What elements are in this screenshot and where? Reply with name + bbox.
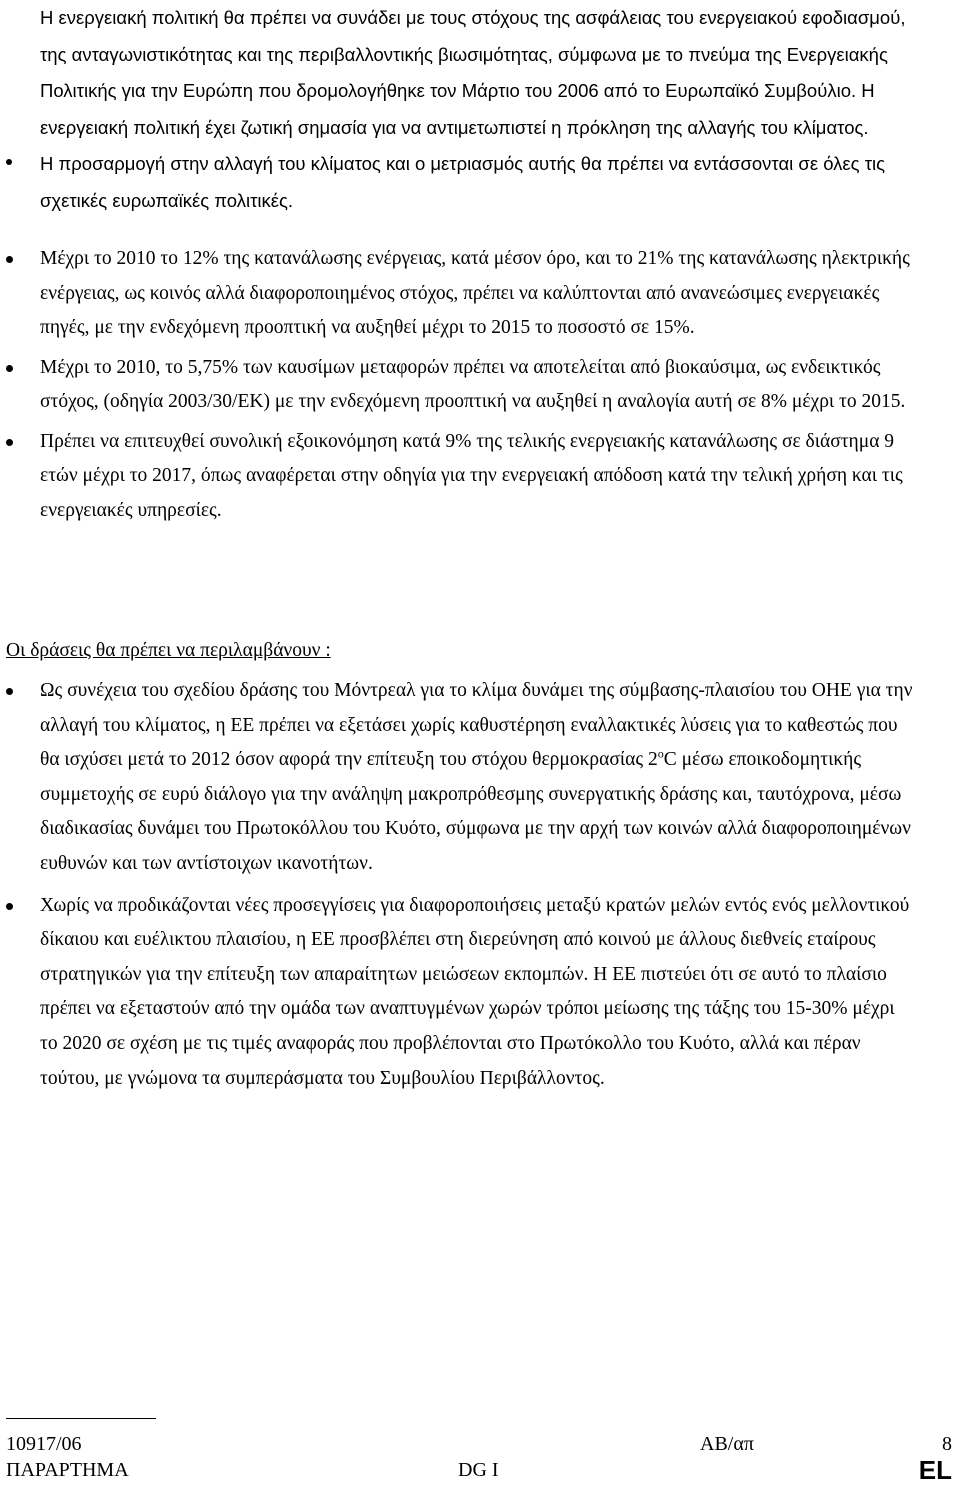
list-item xyxy=(0,146,960,219)
text-run: Ως συνέχεια του σχεδίου δράσης του Μόντρεαλ για το κλίμα δυνάμει της σύμβασης-πλαισίου του ΟΗΕ για την αλλαγή του κλίματος, η ΕΕ πρέπει να εξετάσει χωρίς καθυστέρηση εναλλακτικές λύσεις για το καθεστώς που θα ισχύσει μετά το 2012 όσον αφορά την επίτευξη του στόχου θερμοκρασίας 2 xyxy=(40,680,913,771)
page-number: 8 xyxy=(942,1433,952,1455)
list-item-text: Η ενεργειακή πολιτική θα πρέπει να συνάδει με τους στόχους της ασφάλειας του ενεργειακού εφοδιασμού, της ανταγωνιστικότητας και της περιβαλλοντικής βιωσιμότητας, σύμφωνα με το πνεύμα της Ενεργειακής Πολιτικής για την Ευρώπη που δρομολογήθηκε τον Μάρτιο του 2006 από το Ευρωπαϊκό Συμβούλιο. Η ενεργειακή πολιτική έχει ζωτική σημασία για να αντιμετωπιστεί η πρόκληση της αλλαγής του κλίματος. xyxy=(40,7,906,138)
annex-label: ΠΑΡΑΡΤΗΜΑ xyxy=(6,1459,129,1481)
list-item-text xyxy=(40,680,913,874)
directorate-label: DG I xyxy=(458,1459,499,1481)
list-item xyxy=(0,242,960,346)
policy-bullet-list xyxy=(0,0,960,219)
footer-divider xyxy=(6,1418,156,1419)
actions-bullet-list xyxy=(0,674,960,1103)
document-number: 10917/06 xyxy=(6,1433,82,1455)
list-item-text: Μέχρι το 2010, το 5,75% των καυσίμων μεταφορών πρέπει να αποτελείται από βιοκαύσιμα, ως ενδεικτικός στόχος, (οδηγία 2003/30/ΕΚ) με την ενδεχόμενη προοπτική να αυξηθεί η αναλογία αυτή σε 8% μέχρι το 2015. xyxy=(40,356,906,412)
list-item-text: Η προσαρμογή στην αλλαγή του κλίματος και ο μετριασμός αυτής θα πρέπει να εντάσσονται σε όλες τις σχετικές ευρωπαϊκές πολιτικές. xyxy=(40,153,886,211)
list-item xyxy=(0,889,960,1097)
list-item xyxy=(0,0,960,146)
targets-bullet-list xyxy=(0,242,960,533)
list-item-text: Μέχρι το 2010 το 12% της κατανάλωσης ενέργειας, κατά μέσον όρο, και το 21% της κατανάλωσης ηλεκτρικής ενέργειας, ως κοινός αλλά διαφοροποιημένος στόχος, πρέπει να καλύπτονται από ανανεώσιμες ενεργειακές πηγές, με την ενδεχόμενη προοπτική να αυξηθεί μέχρι το 2015 το ποσοστό σε 15%. xyxy=(40,248,910,338)
text-run: C μέσω εποικοδομητικής συμμετοχής σε ευρύ διάλογο για την ανάληψη μακροπρόθεσμης συνεργατικής δράσης και, ταυτόχρονα, μέσω διαδικασίας δυνάμει του Πρωτοκόλλου του Κυότο, σύμφωνα με την αρχή των κοινών αλλά διαφοροποιημένων ευθυνών και των αντίστοιχων ικανοτήτων. xyxy=(40,749,911,874)
degree-superscript: ο xyxy=(657,746,664,761)
author-initials: ΑΒ/απ xyxy=(700,1433,754,1455)
list-item xyxy=(0,351,960,420)
bullet-icon xyxy=(6,688,13,695)
actions-heading: Οι δράσεις θα πρέπει να περιλαμβάνουν : xyxy=(6,640,331,661)
bullet-icon xyxy=(6,903,13,910)
bullet-icon xyxy=(6,159,12,165)
bullet-icon xyxy=(6,365,13,372)
list-item xyxy=(0,674,960,882)
list-item-text: Πρέπει να επιτευχθεί συνολική εξοικονόμηση κατά 9% της τελικής ενεργειακής κατανάλωσης σε διάστημα 9 ετών μέχρι το 2017, όπως αναφέρεται στην οδηγία για την ενεργειακή απόδοση κατά την τελική χρήση και τις ενεργειακές υπηρεσίες. xyxy=(40,430,903,521)
bullet-icon xyxy=(6,439,13,446)
list-item xyxy=(0,425,960,529)
bullet-icon xyxy=(6,256,13,263)
language-code: EL xyxy=(918,1455,952,1485)
list-item-text: Χωρίς να προδικάζονται νέες προσεγγίσεις για διαφοροποιήσεις μεταξύ κρατών μελών εντός ενός μελλοντικού δίκαιου και ευέλικτου πλαισίου, η ΕΕ προσβλέπει στη διερεύνηση από κοινού με άλλους διεθνείς εταίρους στρατηγικών για την επίτευξη των απαραίτητων μειώσεων εκπομπών. Η ΕΕ πιστεύει ότι σε αυτό το πλαίσιο πρέπει να εξεταστούν από την ομάδα των αναπτυγμένων χωρών τρόποι μείωσης της τάξης του 15-30% μέχρι το 2020 σε σχέση με τις τιμές αναφοράς που προβλέπονται στο Πρωτόκολλο του Κυότο, αλλά και πέραν τούτου, με γνώμονα τα συμπεράσματα του Συμβουλίου Περιβάλλοντος. xyxy=(40,894,910,1089)
